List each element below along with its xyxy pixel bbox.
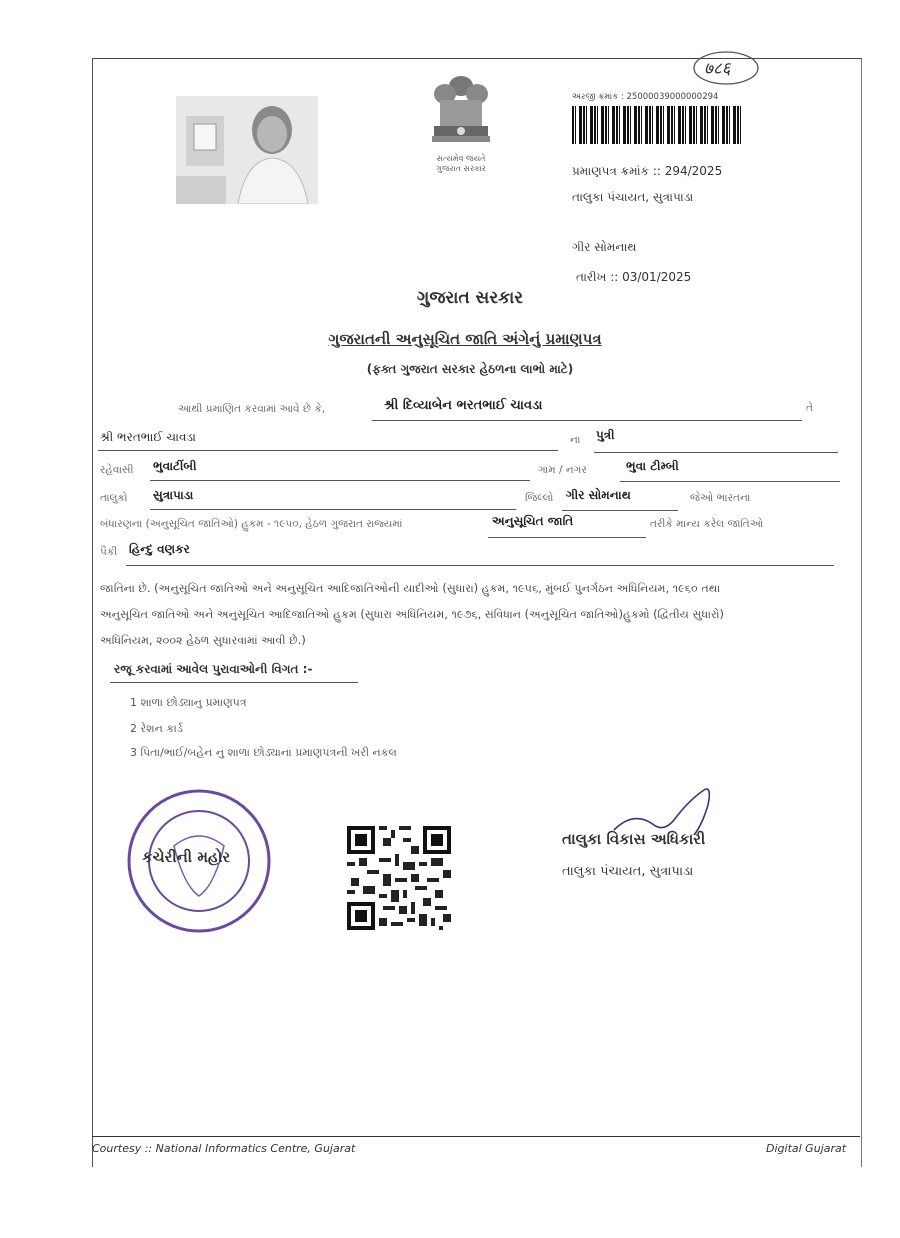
footer-credit: Courtesy :: National Informatics Centre, Gujarat: [92, 1142, 356, 1155]
district-line: [562, 510, 678, 511]
application-serial-number: અરજી ક્રમાંક : 25000039000000294: [572, 92, 719, 102]
na-label: ના: [570, 434, 581, 446]
footer: [92, 1136, 860, 1137]
among-label: પૈકી: [100, 546, 118, 558]
paragraph-line: અનુસૂચિત જાતિઓ અને અનુસૂચિત આદિજાતિઓ હુકમ (સુધારા અધિનિયમ, ૧૯૭૬, સંવિધાન (અનુસૂચિત જાતિઓ)હુકમો (દ્વિતીય સુધારો): [100, 608, 724, 621]
evidence-item: 3 પિતા/ભાઈ/બહેન નું શાળા છોડ્યાનાં પ્રમાણપત્રની ખરી નકલ: [130, 746, 397, 759]
district-value: ગીર સોમનાથ: [566, 488, 631, 502]
district-label: જિલ્લો: [525, 492, 554, 504]
applicant-name: શ્રી દિવ્યાબેન ભરતભાઈ ચાવડા: [384, 398, 543, 413]
taluka-line: [150, 509, 516, 510]
legal-paragraph: [100, 576, 840, 654]
qr-code-icon: [347, 826, 451, 930]
state-emblem: સત્યમેવ જયતે ગુજરાત સરકાર: [418, 70, 504, 178]
issue-date: તારીખ :: 03/01/2025: [576, 270, 692, 284]
caste: હિન્દુ વણકર: [129, 542, 190, 556]
barcode-icon: [572, 106, 742, 144]
village-line: [620, 481, 840, 482]
father-name: શ્રી ભરતભાઈ ચાવડા: [100, 430, 196, 444]
certificate-title: ગુજરાતની અનુસૂચિત જાતિ અંગેનું પ્રમાણપત્ર: [328, 330, 602, 348]
order-text: બંધારણના (અનુસૂચિત જાતિઓ) હુકમ - ૧૯૫૦, હેઠળ ગુજરાત રાજ્યમાં: [100, 518, 403, 530]
village-label: ગામ / નગર: [538, 464, 587, 476]
residence-label: રહેવાસી: [100, 464, 134, 476]
certificate-subtitle: (ફક્ત ગુજરાત સરકાર હેઠળના લાભો માટે): [366, 362, 574, 376]
category-line: [488, 537, 646, 538]
applicant-photo: [176, 96, 318, 204]
officer-office: તાલુકા પંચાયત, સુત્રાપાડા: [562, 864, 694, 879]
category: અનુસૂચિત જાતિ: [492, 514, 574, 528]
handwritten-number: ७८६: [690, 46, 762, 88]
evidence-item: 1 શાળા છોડ્યાનુ પ્રમાણપત્ર: [130, 696, 247, 709]
officer-title: તાલુકા વિકાસ અધિકારી: [562, 830, 706, 848]
india-label: જેઓ ભારતના: [690, 492, 751, 504]
paragraph-line: જાતિના છે. (અનુસૂચિત જાતિઓ અને અનુસૂચિત આદિજાતિઓની યાદીઓ (સુધારા) હુકમ, ૧૯૫૬, મુંબઈ પુનર્ગઠન અધિનિયમ, ૧૯૬૦ તથા: [100, 582, 721, 595]
evidence-item: 2 રેશન કાર્ડ: [130, 722, 183, 735]
lion-emblem-icon: [418, 70, 504, 150]
caste-line: [126, 565, 834, 566]
residence: ભુવાટીંબી: [153, 459, 197, 473]
issuing-office: તાલુકા પંચાયત, સુત્રાપાડા: [572, 190, 694, 204]
te-label: તે: [806, 402, 813, 414]
taluka-label: તાલુકો: [100, 492, 128, 504]
village: ભુવા ટીમ્બી: [626, 459, 679, 473]
footer-brand: Digital Gujarat: [766, 1142, 847, 1155]
govt-heading: ગુજરાત સરકાર: [416, 288, 524, 308]
evidence-heading-line: [110, 682, 358, 683]
office-seal: કચેરીની મહોર: [124, 786, 274, 936]
relation: પુત્રી: [596, 428, 615, 442]
certify-label: આથી પ્રમાણિત કરવામાં આવે છે કે,: [178, 403, 326, 415]
evidence-heading: રજૂ કરવામાં આવેલ પુરાવાઓની વિગત :-: [114, 662, 313, 676]
recognized-label: તરીકે માન્ય કરેલ જાતિઓ: [650, 518, 764, 530]
certificate-number: પ્રમાણપત્ર ક્રમાંક :: 294/2025: [572, 164, 723, 178]
issuing-district: ગીર સોમનાથ: [572, 240, 637, 254]
paragraph-line: અધિનિયમ, ૨૦૦૨ હેઠળ સુધારવામાં આવી છે.): [100, 634, 306, 647]
father-name-line: [98, 450, 558, 451]
residence-line: [150, 480, 530, 481]
relation-line: [594, 452, 838, 453]
applicant-name-line: [372, 420, 802, 421]
taluka: સુત્રાપાડા: [153, 488, 194, 502]
